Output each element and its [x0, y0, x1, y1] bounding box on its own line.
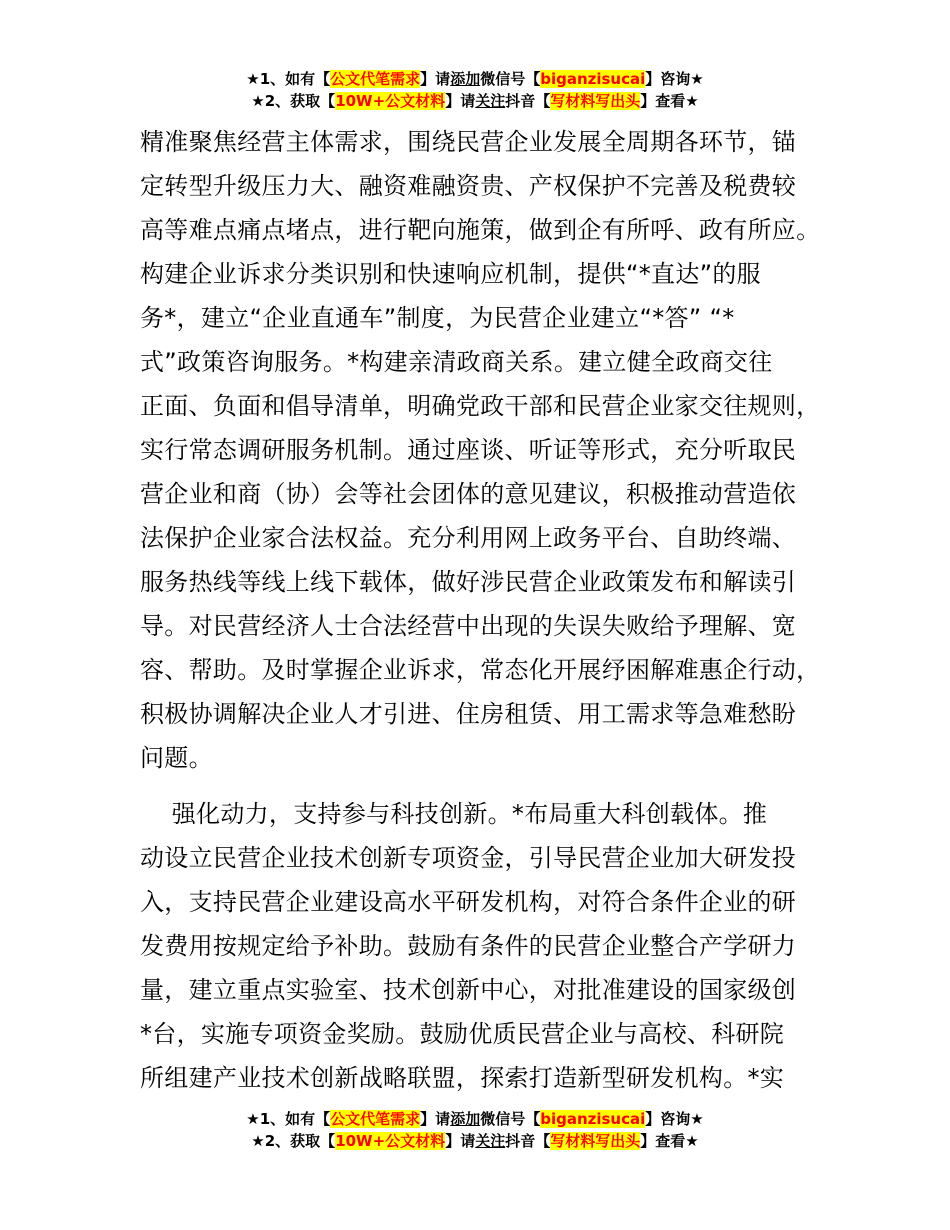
- banner-text: 】查看★: [640, 92, 699, 110]
- banner-text: ★1、如有【: [246, 1110, 331, 1128]
- banner-line-1: [0, 1108, 950, 1130]
- paragraph-2: [140, 792, 830, 1100]
- banner-highlight: 公文代笔需求: [330, 70, 421, 88]
- text-line: 实行常态调研服务机制。通过座谈、听证等形式，充分听取民: [140, 436, 797, 464]
- banner-highlight: 写材料写出头: [550, 92, 641, 110]
- banner-text: 】请: [420, 1110, 451, 1128]
- text-line: 精准聚焦经营主体需求，围绕民营企业发展全周期各环节，锚: [140, 128, 797, 156]
- text-line: 导。对民营经济人士合法经营中出现的失误失败给予理解、宽: [140, 612, 797, 640]
- banner-text: 抖音【: [505, 1132, 551, 1150]
- text-line: 构建企业诉求分类识别和快速响应机制，提供“*直达”的服: [140, 260, 761, 288]
- banner-text: 】请: [420, 70, 451, 88]
- text-line: 强化动力，支持参与科技创新。*布局重大科创载体。推: [140, 800, 768, 828]
- text-line: 容、帮助。及时掌握企业诉求，常态化开展纾困解难惠企行动，: [140, 656, 821, 684]
- banner-highlight: 10W+公文材料: [335, 1132, 446, 1150]
- banner-line-2: [0, 1130, 950, 1152]
- paragraph-spacing: [140, 780, 830, 792]
- header-banner: [0, 68, 950, 112]
- banner-text: 】咨询★: [645, 70, 704, 88]
- banner-text: 抖音【: [505, 92, 551, 110]
- banner-line-1: [0, 68, 950, 90]
- banner-text: ★2、获取【: [251, 92, 336, 110]
- document-body: [140, 120, 830, 1100]
- text-line: 所组建产业技术创新战略联盟，探索打造新型研发机构。*实: [140, 1064, 785, 1092]
- text-line: 务*，建立“企业直通车”制度，为民营企业建立“*答” “*: [140, 304, 735, 332]
- banner-highlight: biganzisucai: [540, 70, 646, 88]
- text-line: *台，实施专项资金奖励。鼓励优质民营企业与高校、科研院: [140, 1020, 785, 1048]
- banner-text: 微信号【: [480, 70, 541, 88]
- text-line: 积极协调解决企业人才引进、住房租赁、用工需求等急难愁盼: [140, 700, 797, 728]
- text-line: 服务热线等线上线下载体，做好涉民营企业政策发布和解读引: [140, 568, 797, 596]
- banner-underlined-text: 添加: [450, 70, 481, 88]
- text-line: 定转型升级压力大、融资难融资贵、产权保护不完善及税费较: [140, 172, 797, 200]
- banner-text: ★2、获取【: [251, 1132, 336, 1150]
- text-line: 入，支持民营企业建设高水平研发机构，对符合条件企业的研: [140, 888, 797, 916]
- footer-banner: [0, 1108, 950, 1152]
- banner-highlight: biganzisucai: [540, 1110, 646, 1128]
- text-line: 动设立民营企业技术创新专项资金，引导民营企业加大研发投: [140, 844, 797, 872]
- text-line: 高等难点痛点堵点，进行靶向施策，做到企有所呼、政有所应。: [140, 216, 821, 244]
- banner-highlight: 公文代笔需求: [330, 1110, 421, 1128]
- banner-underlined-text: 关注: [475, 92, 506, 110]
- banner-highlight: 10W+公文材料: [335, 92, 446, 110]
- text-line: 正面、负面和倡导清单，明确党政干部和民营企业家交往规则，: [140, 392, 821, 420]
- banner-text: 】请: [445, 1132, 476, 1150]
- banner-text: 】查看★: [640, 1132, 699, 1150]
- banner-highlight: 写材料写出头: [550, 1132, 641, 1150]
- paragraph-1: [140, 120, 830, 780]
- text-line: 法保护企业家合法权益。充分利用网上政务平台、自助终端、: [140, 524, 797, 552]
- banner-text: 】咨询★: [645, 1110, 704, 1128]
- banner-text: 微信号【: [480, 1110, 541, 1128]
- banner-line-2: [0, 90, 950, 112]
- banner-underlined-text: 添加: [450, 1110, 481, 1128]
- banner-text: ★1、如有【: [246, 70, 331, 88]
- text-line: 营企业和商（协）会等社会团体的意见建议，积极推动营造依: [140, 480, 797, 508]
- text-line: 问题。: [140, 744, 213, 772]
- text-line: 量，建立重点实验室、技术创新中心，对批准建设的国家级创: [140, 976, 797, 1004]
- banner-underlined-text: 关注: [475, 1132, 506, 1150]
- banner-text: 】请: [445, 92, 476, 110]
- text-line: 发费用按规定给予补助。鼓励有条件的民营企业整合产学研力: [140, 932, 797, 960]
- text-line: 式”政策咨询服务。*构建亲清政商关系。建立健全政商交往: [140, 348, 773, 376]
